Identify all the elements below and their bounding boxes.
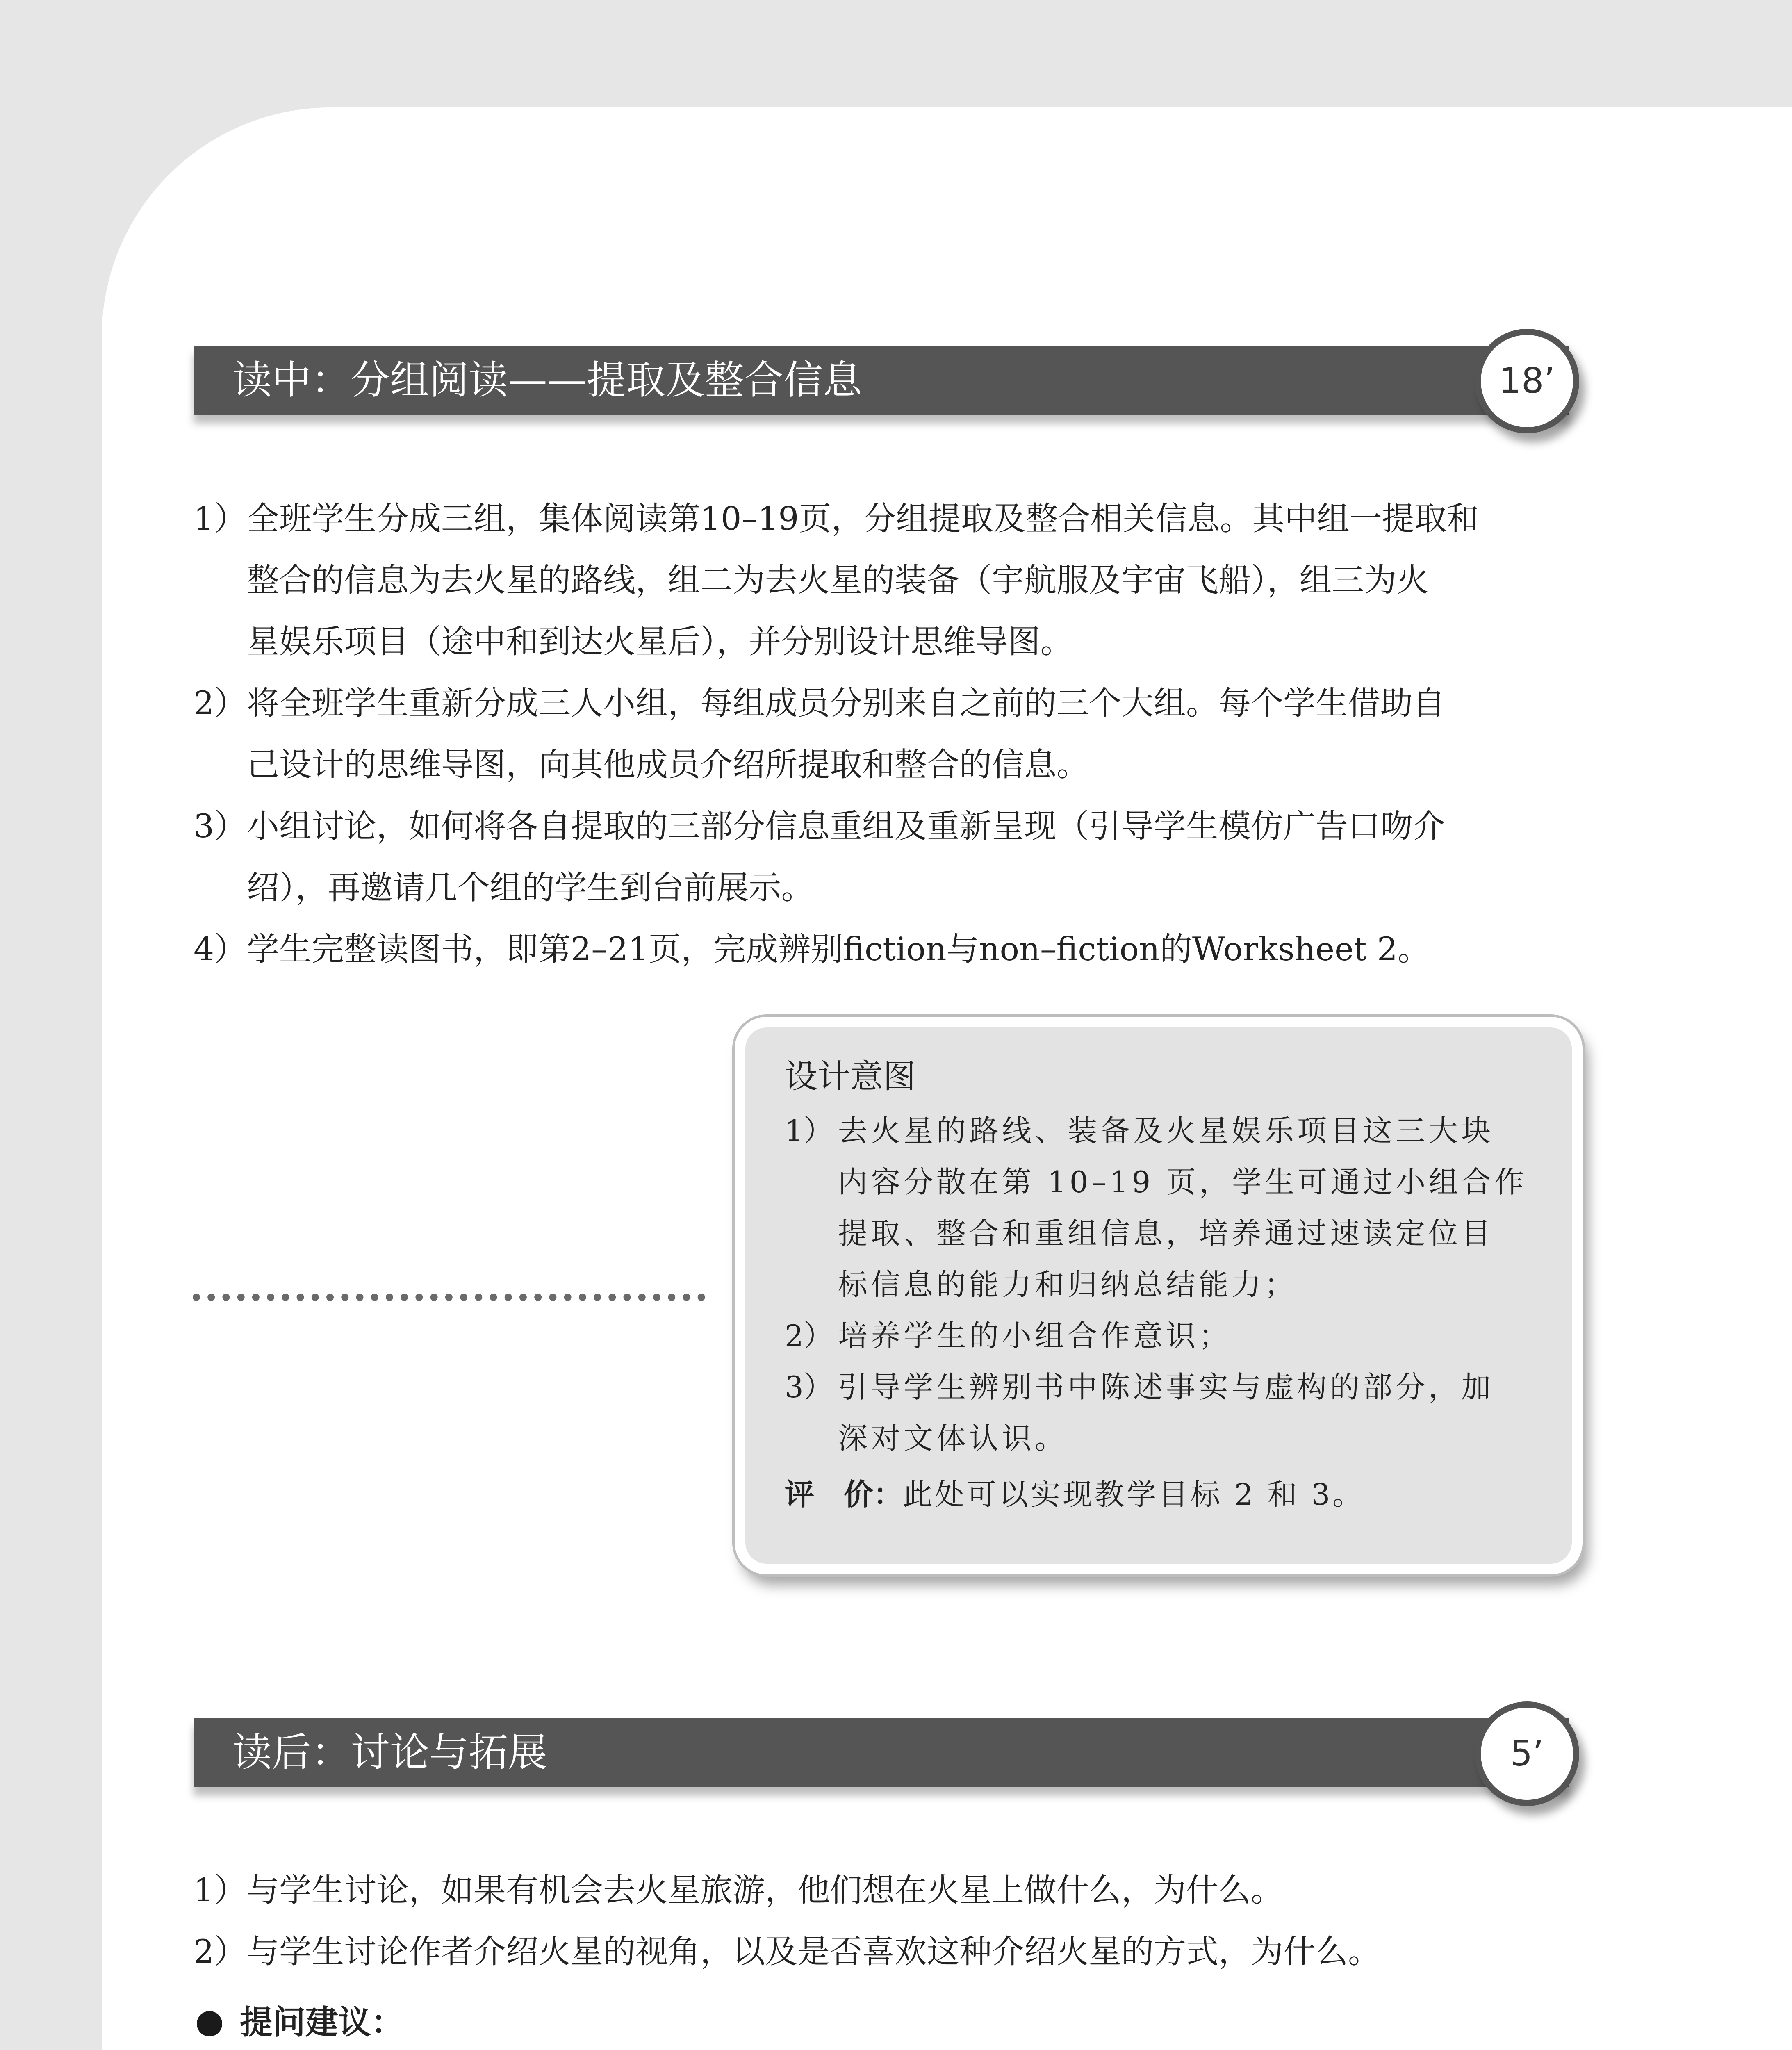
item-number: 1）	[194, 500, 247, 538]
item-line: 绍），再邀请几个组的学生到台前展示。	[247, 869, 814, 907]
item-line: 引导学生辨别书中陈述事实与虚构的部分，加	[838, 1370, 1494, 1404]
item-line: 整合的信息为去火星的路线，组二为去火星的装备（宇航服及宇宙飞船），组三为火	[247, 561, 1429, 599]
list-item	[194, 1921, 1620, 1982]
section-title-reading: 读中：分组阅读——提取及整合信息	[232, 357, 862, 403]
list-item	[194, 672, 1620, 795]
item-number: 2）	[785, 1319, 833, 1353]
item-line: 己设计的思维导图，向其他成员介绍所提取和整合的信息。	[247, 746, 1089, 784]
design-intent-list	[785, 1105, 1532, 1464]
bullet-icon	[197, 2011, 222, 2036]
reading-steps-list	[194, 488, 1620, 980]
item-number: 2）	[194, 1933, 247, 1970]
item-line: 小组讨论，如何将各自提取的三部分信息重组及重新呈现（引导学生模仿广告口吻介	[247, 807, 1445, 845]
list-item	[785, 1105, 1532, 1310]
section-header-post-reading	[194, 1718, 1569, 1787]
item-line: 标信息的能力和归纳总结能力；	[838, 1267, 1298, 1302]
item-line: 全班学生分成三组，集体阅读第10–19页，分组提取及整合相关信息。其中组一提取和	[247, 500, 1479, 538]
section-header-reading	[194, 346, 1569, 415]
item-line: 将全班学生重新分成三人小组，每组成员分别来自之前的三个大组。每个学生借助自	[247, 684, 1445, 722]
item-line: 深对文体认识。	[838, 1421, 1068, 1456]
list-item	[194, 488, 1620, 672]
time-badge-reading: 18’	[1475, 329, 1579, 433]
evaluation-label: 评 价：	[785, 1477, 903, 1512]
list-item	[194, 918, 1620, 980]
list-item	[785, 1362, 1532, 1464]
item-line: 与学生讨论，如果有机会去火星旅游，他们想在火星上做什么，为什么。	[247, 1871, 1283, 1909]
item-line: 培养学生的小组合作意识；	[838, 1319, 1232, 1353]
list-item	[194, 1859, 1620, 1921]
item-line: 内容分散在第 10–19 页，学生可通过小组合作	[838, 1165, 1528, 1199]
questions-title: 提问建议：	[240, 2003, 404, 2041]
item-number: 4）	[194, 930, 247, 968]
dotted-divider	[193, 1294, 705, 1301]
item-number: 1）	[785, 1114, 833, 1148]
list-item	[194, 795, 1620, 918]
evaluation-text: 此处可以实现教学目标 2 和 3。	[903, 1477, 1365, 1512]
evaluation-line	[785, 1469, 1532, 1520]
section-title-post-reading: 读后：讨论与拓展	[232, 1729, 547, 1775]
item-number: 2）	[194, 684, 247, 722]
list-item	[785, 1310, 1532, 1362]
item-line: 提取、整合和重组信息，培养通过速读定位目	[838, 1216, 1494, 1250]
design-intent-title: 设计意图	[785, 1057, 916, 1096]
item-number: 1）	[194, 1871, 247, 1909]
design-intent-box	[735, 1017, 1583, 1574]
item-line: 去火星的路线、装备及火星娱乐项目这三大块	[838, 1114, 1494, 1148]
item-number: 3）	[194, 807, 247, 845]
item-line: 星娱乐项目（途中和到达火星后），并分别设计思维导图。	[247, 623, 1073, 661]
item-number: 3）	[785, 1370, 833, 1404]
item-line: 与学生讨论作者介绍火星的视角，以及是否喜欢这种介绍火星的方式，为什么。	[247, 1933, 1380, 1970]
item-line: 学生完整读图书，即第2–21页，完成辨别fiction与non–fiction的Worksheet 2。	[247, 930, 1430, 968]
post-reading-list	[194, 1859, 1620, 1982]
time-badge-post-reading: 5’	[1475, 1702, 1579, 1806]
